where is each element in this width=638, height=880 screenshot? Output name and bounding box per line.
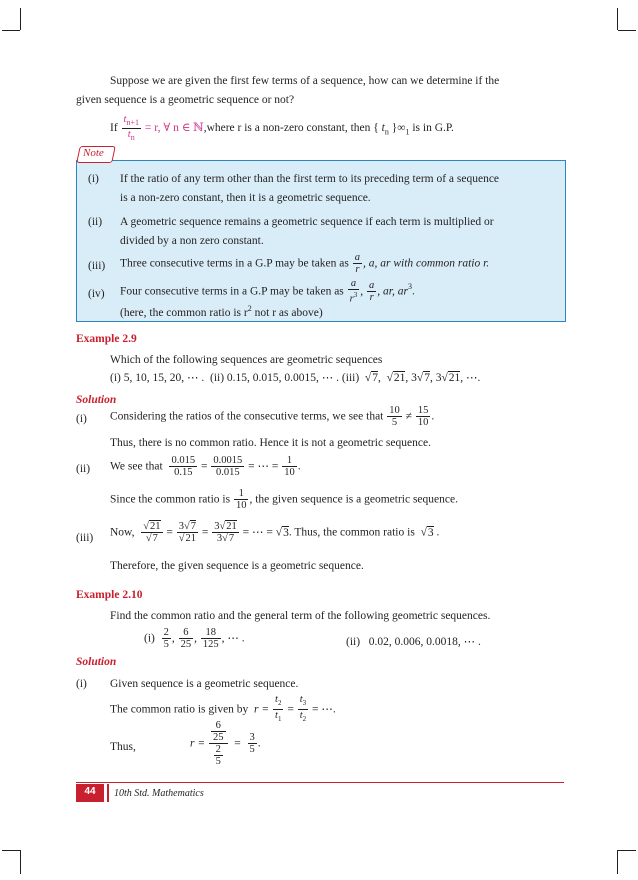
note-num-iv: (iv) <box>88 288 105 300</box>
cond-fraction: $\frac{t_{n+1}}{t_n}$ <box>123 114 139 143</box>
frac-15-10: $\frac{15}{10}$ <box>417 405 429 428</box>
intro-line-2: given sequence is a geometric sequence or not? <box>76 94 295 106</box>
frac-2-5: $\frac{2}{5}$ <box>163 627 169 650</box>
solution-210-title: Solution <box>76 656 117 668</box>
frac-3r21-3r7: $\frac{3√21}{3√7}$ <box>214 521 237 544</box>
crop-mark <box>2 850 20 851</box>
frac-3-5: $\frac{3}{5}$ <box>249 732 255 755</box>
frac-r21-r7: $\frac{√21}{√7}$ <box>143 521 161 544</box>
solution-29-title: Solution <box>76 394 117 406</box>
crop-mark <box>20 8 21 30</box>
frac-t3-t2: $\frac{t_3}{t_2}$ <box>299 694 307 724</box>
sol210-ratio-line: The common ratio is given by r = $\frac{t_2}{t_1}$ = $\frac{t_3}{t_2}$ = ⋯. <box>110 694 336 724</box>
note-iii-line: Three consecutive terms in a G.P may be taken as $\frac{a}{r}$ , a, ar with common ratio r. <box>120 252 490 275</box>
crop-mark <box>618 850 636 851</box>
note-ii-line-1: A geometric sequence remains a geometric sequence if each term is multiplied or <box>120 216 494 228</box>
note-num-ii: (ii) <box>88 216 103 228</box>
sol210-num-i: (i) <box>76 678 87 690</box>
cond-end: is in G.P. <box>412 122 454 135</box>
sol29-num-iii: (iii) <box>76 532 94 544</box>
a-over-r-2: $\frac{a}{r}$ <box>369 279 375 303</box>
frac-t2-t1: $\frac{t_2}{t_1}$ <box>275 694 282 724</box>
compound-fraction: $\frac{\frac{6}{25}}{\frac{2}{5}}$ <box>209 720 228 767</box>
sol29-i-line: Considering the ratios of the consecutive terms, we see that $\frac{10}{5}$ ≠ $\frac{15}{10}$ . <box>110 405 435 428</box>
note-i-line-1: If the ratio of any term other than the first term to its preceding term of a sequence <box>120 173 500 185</box>
sol210-thus: Thus, <box>110 741 136 753</box>
note-iv-line-1: Four consecutive terms in a G.P may be taken as $\frac{a}{r^3}$ , $\frac{a}{r}$ , ar, $ar^3$. <box>120 278 415 305</box>
sol29-ii-line: We see that $\frac{0.015}{0.15}$ = $\frac{0.0015}{0.015}$ = ⋯ = $\frac{1}{10}$ . <box>110 455 301 478</box>
crop-mark <box>2 30 20 31</box>
crop-mark <box>20 850 21 874</box>
ex210-question: Find the common ratio and the general term of the following geometric sequences. <box>110 610 491 622</box>
frac-g1: $\frac{0.015}{0.15}$ <box>171 455 196 478</box>
frac-g2: $\frac{0.0015}{0.015}$ <box>213 455 243 478</box>
crop-mark <box>617 8 618 30</box>
a-over-r: $\frac{a}{r}$ <box>354 252 360 275</box>
sol29-iii-conclusion: Therefore, the given sequence is a geometric sequence. <box>110 560 364 572</box>
page-number: 44 <box>84 786 96 797</box>
example-2-10-title: Example 2.10 <box>76 589 143 601</box>
frac-1-10: $\frac{1}{10}$ <box>284 455 295 478</box>
footer-rule <box>76 782 564 783</box>
sol29-num-i: (i) <box>76 413 87 425</box>
crop-mark <box>617 850 618 874</box>
note-iv-line-2: (here, the common ratio is $r^2$ not r as above) <box>120 304 323 319</box>
sol29-num-ii: (ii) <box>76 463 91 475</box>
sol210-result: r = $\frac{\frac{6}{25}}{\frac{2}{5}}$ = $\frac{3}{5}$ . <box>190 720 261 767</box>
ex210-part-ii: (ii) 0.02, 0.006, 0.0018, ⋯ . <box>346 636 481 648</box>
note-tag-label: Note <box>83 147 104 159</box>
note-ii-line-2: divided by a non zero constant. <box>120 235 264 247</box>
frac-10-5: $\frac{10}{5}$ <box>389 405 400 428</box>
ex210-part-i: (i) $\frac{2}{5}$ , $\frac{6}{25}$ , $\frac{18}{125}$ , ⋯ . <box>144 627 245 650</box>
example-2-9-title: Example 2.9 <box>76 333 137 345</box>
sol29-i-conclusion: Thus, there is no common ratio. Hence it is not a geometric sequence. <box>110 437 431 449</box>
sol29-ii-conclusion: Since the common ratio is $\frac{1}{10}$ , the given sequence is a geometric sequence. <box>110 488 458 511</box>
cond-if: If <box>110 122 118 135</box>
sol210-i-text: Given sequence is a geometric sequence. <box>110 678 299 690</box>
cond-mid: = r, ∀ n ∈ ℕ <box>144 122 204 135</box>
ex29-parts: (i) 5, 10, 15, 20, ⋯ . (ii) 0.15, 0.015, 0.0015, ⋯ . (iii) √7, √21, 3√7, 3√21, ⋯. <box>110 372 481 384</box>
footer-separator <box>107 784 109 802</box>
intro-line-1: Suppose we are given the first few terms of a sequence, how can we determine if the <box>110 75 500 87</box>
frac-6-25: $\frac{6}{25}$ <box>180 627 192 650</box>
sol29-iii-line: Now, $\frac{√21}{√7}$ = $\frac{3√7}{√21}$ = $\frac{3√21}{3√7}$ = ⋯ = √3. Thus, the common ratio is √3 . <box>110 521 440 544</box>
crop-mark <box>618 30 636 31</box>
cond-rest: ,where r is a non-zero constant, then { <box>203 122 379 135</box>
a-over-r3: $\frac{a}{r^3}$ <box>349 278 358 305</box>
note-num-i: (i) <box>88 173 99 185</box>
frac-18-125: $\frac{18}{125}$ <box>202 627 219 650</box>
ex29-question: Which of the following sequences are geometric sequences <box>110 354 383 366</box>
frac-1-10-b: $\frac{1}{10}$ <box>235 488 247 511</box>
footer-book-title: 10th Std. Mathematics <box>114 788 204 799</box>
gp-condition: If $\frac{t_{n+1}}{t_n}$ = r, ∀ n ∈ ℕ,where r is a non-zero constant, then { $t_n$ }$\infty_1$ is in G.P. <box>110 114 454 143</box>
note-i-line-2: is a non-zero constant, then it is a geometric sequence. <box>120 192 371 204</box>
frac-3r7-r21: $\frac{3√7}{√21}$ <box>178 521 197 544</box>
note-num-iii: (iii) <box>88 260 106 272</box>
